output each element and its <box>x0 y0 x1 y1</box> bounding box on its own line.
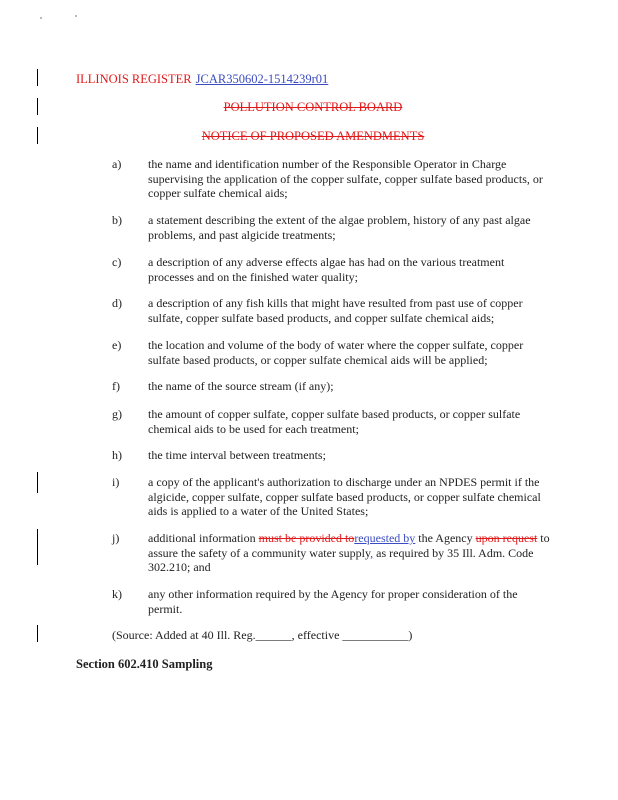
scan-speck <box>40 17 42 19</box>
item-text: a copy of the applicant's authorization to discharge under an NPDES permit if the algicide, copper sulfate, copper sulfate based products, or copper sulfate chemical aids is applied to a water of the United States; <box>148 475 541 518</box>
item-label: e) <box>112 338 122 352</box>
section-heading: Section 602.410 Sampling <box>76 657 213 671</box>
item-label: i) <box>112 475 120 489</box>
register-title: ILLINOIS REGISTER <box>76 72 192 86</box>
item-text-part: the Agency <box>415 531 476 545</box>
item-text-part: to assure the safety of a community water supply <box>148 531 550 560</box>
item-label: a) <box>112 157 122 171</box>
item-label: d) <box>112 296 122 310</box>
notice-title-text: NOTICE OF PROPOSED AMENDMENTS <box>201 129 425 143</box>
item-text: the name of the source stream (if any); <box>148 379 334 393</box>
revision-bar <box>37 472 38 493</box>
item-label: k) <box>112 587 122 601</box>
item-label: f) <box>112 379 120 393</box>
item-text: the amount of copper sulfate, copper sulfate based products, or copper sulfate chemical aids to be used for each treatment; <box>148 407 521 436</box>
notice-title <box>0 129 618 144</box>
item-text: a description of any adverse effects algae has had on the various treatment processes and on the finished water quality; <box>148 255 505 284</box>
source-blank: ______ <box>255 628 292 642</box>
item-text: any other information required by the Agency for proper consideration of the permit. <box>148 587 518 616</box>
source-mid: , effective <box>291 628 343 642</box>
revision-bar <box>37 69 38 86</box>
item-text-part: as required by 35 Ill. Adm. Code 302.210; and <box>148 545 534 574</box>
inserted-text: , <box>370 545 374 560</box>
agency-title <box>0 100 618 115</box>
item-text: the time interval between treatments; <box>148 448 326 462</box>
item-text: a statement describing the extent of the algae problem, history of any past algae problems, and past algicide treatments; <box>148 213 531 242</box>
item-label: g) <box>112 407 122 421</box>
doc-id-link[interactable]: JCAR350602-1514239r01 <box>195 72 329 86</box>
item-text <box>148 531 552 575</box>
inserted-text: requested by <box>354 531 416 545</box>
agency-title-text: POLLUTION CONTROL BOARD <box>223 100 403 114</box>
item-text: the name and identification number of the Responsible Operator in Charge supervising the application of the copper sulfate, copper sulfate based products, or copper sulfate chemical aids; <box>148 157 543 200</box>
revision-bar <box>37 625 38 642</box>
source-note <box>112 628 412 643</box>
item-label: h) <box>112 448 122 462</box>
revision-bar <box>37 529 38 565</box>
register-header <box>76 72 328 87</box>
source-prefix: (Source: Added at 40 Ill. Reg. <box>112 628 256 642</box>
item-label: c) <box>112 255 122 269</box>
source-blank: ___________ <box>342 628 409 642</box>
item-label: b) <box>112 213 122 227</box>
item-label: j) <box>112 531 120 545</box>
deleted-text: upon request <box>475 531 538 545</box>
source-suffix: ) <box>408 628 413 642</box>
scan-speck <box>75 15 77 17</box>
item-text-part: additional information <box>148 531 259 545</box>
item-text: the location and volume of the body of water where the copper sulfate, copper sulfate based products, or copper sulfate chemical aids will be applied; <box>148 338 524 367</box>
item-text: a description of any fish kills that might have resulted from past use of copper sulfate, copper sulfate based products, and copper sulfate chemical aids; <box>148 296 523 325</box>
deleted-text: must be provided to <box>258 531 355 545</box>
